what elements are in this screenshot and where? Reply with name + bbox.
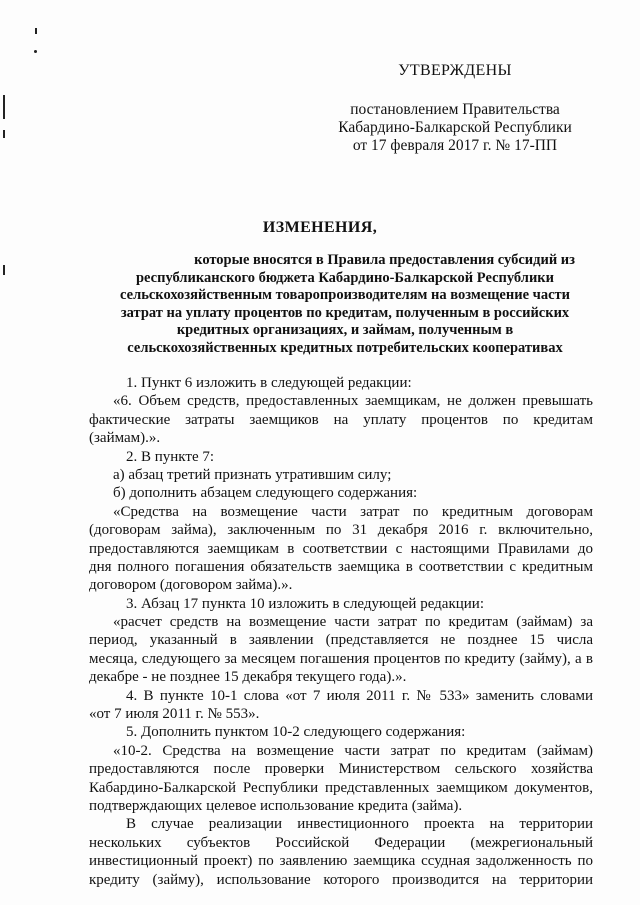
approval-line: постановлением Правительства xyxy=(350,101,560,118)
subtitle-line: сельскохозяйственных кредитных потребительских кооперативах xyxy=(127,339,563,356)
body-line: предоставляются после проверки Министерством сельского хозяйства xyxy=(89,761,593,778)
body-line: 3. Абзац 17 пункта 10 изложить в следующей редакции: xyxy=(126,595,485,612)
body-line: «6. Объем средств, предоставленных заемщикам, не должен превышать xyxy=(113,393,593,410)
body-line: кредиту (займу), использование которого производится на территории xyxy=(89,871,593,888)
approval-line: Кабардино-Балкарской Республики xyxy=(338,119,572,136)
body-line: дня полного погашения обязательств заемщика в соответствии с кредитным xyxy=(89,558,593,575)
body-line: предоставляются заемщикам в соответствии с настоящими Правилами до xyxy=(89,540,593,557)
body-line: подтверждающих целевое использование кредита (займа). xyxy=(89,797,463,814)
body-line: 4. В пункте 10-1 слова «от 7 июля 2011 г. № 533» заменить словами xyxy=(126,687,593,704)
scan-mark xyxy=(3,95,5,119)
body-line: нескольких субъектов Российской Федерации (межрегиональный xyxy=(89,834,593,851)
body-line: фактические затраты заемщиков на уплату процентов по кредитам xyxy=(89,411,593,428)
document-body xyxy=(89,374,593,889)
body-line: 1. Пункт 6 изложить в следующей редакции: xyxy=(126,375,412,391)
body-line: инвестиционный проект) по заявлению заемщика ссудная задолженность по xyxy=(89,853,593,870)
body-line: «от 7 июля 2011 г. № 553». xyxy=(89,706,260,723)
approval-line: от 17 февраля 2017 г. № 17-ПП xyxy=(352,137,558,154)
body-line: «расчет средств на возмещение части затрат по кредитам (займам) за xyxy=(113,614,593,631)
body-line: В случае реализации инвестиционного проекта на территории xyxy=(126,816,593,833)
scan-mark xyxy=(3,130,5,138)
body-line: а) абзац третий признать утратившим силу; xyxy=(113,466,392,483)
body-line: период, указанный в заявлении (представляется не позднее 15 числа xyxy=(89,632,593,649)
approval-title: УТВЕРЖДЕНЫ xyxy=(398,62,512,79)
document-title: ИЗМЕНЕНИЯ, xyxy=(262,219,378,236)
body-line: 5. Дополнить пунктом 10-2 следующего содержания: xyxy=(126,724,466,741)
body-line: (займам).». xyxy=(89,430,161,447)
subtitle-line: республиканского бюджета Кабардино-Балкарской Республики xyxy=(135,269,555,286)
scan-mark xyxy=(35,28,37,34)
body-line: договором (договором займа).». xyxy=(89,577,293,594)
subtitle-line: которые вносятся в Правила предоставления субсидий из xyxy=(194,252,575,268)
body-line: месяца, следующего за месяцем погашения процентов по кредиту (займу), а в xyxy=(89,650,593,667)
subtitle-line: затрат на уплату процентов по кредитам, полученным в российских xyxy=(120,304,570,321)
body-line: «Средства на возмещение части затрат по кредитным договорам xyxy=(113,503,593,520)
body-line: декабре - не позднее 15 декабря текущего года).». xyxy=(89,669,407,686)
subtitle-line: сельскохозяйственным товаропроизводителям на возмещение части xyxy=(120,287,570,304)
body-line: б) дополнить абзацем следующего содержания: xyxy=(113,485,418,502)
scan-mark xyxy=(34,50,37,53)
body-line: «10-2. Средства на возмещение части затрат по кредитам (займам) xyxy=(113,742,593,759)
document-subtitle xyxy=(100,252,590,358)
subtitle-line: кредитных организациях, и займам, полученным в xyxy=(176,322,514,339)
body-line: 2. В пункте 7: xyxy=(126,448,215,465)
body-line: Кабардино-Балкарской Республики представленных заемщиком документов, xyxy=(89,779,593,796)
scan-mark xyxy=(3,265,5,275)
body-line: (договорам займа), заключенным по 31 декабря 2016 г. включительно, xyxy=(89,522,593,539)
